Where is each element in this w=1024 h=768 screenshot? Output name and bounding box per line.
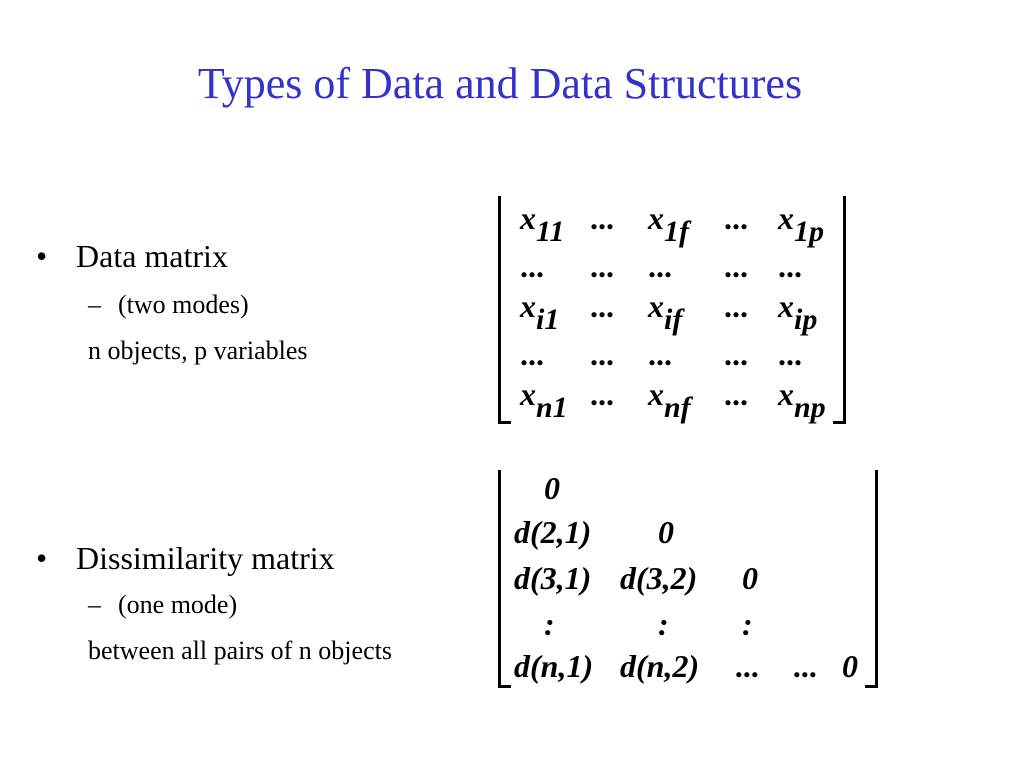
data-matrix-cell: ... <box>590 336 614 372</box>
bullet-label: Dissimilarity matrix <box>76 540 335 576</box>
data-matrix-cell: $x_{np}$ <box>778 376 826 424</box>
dissimilarity-matrix-cell: ... <box>736 648 760 684</box>
sub-label: (one mode) <box>118 590 238 619</box>
data-matrix-cell: ... <box>520 336 544 372</box>
data-matrix-cell: ... <box>590 376 614 412</box>
bullet-label: Data matrix <box>76 238 228 274</box>
dissimilarity-matrix-cell: d(n,1) <box>514 648 594 684</box>
dissimilarity-matrix-cell: : <box>742 606 753 642</box>
sub-label: (two modes) <box>118 290 249 319</box>
right-bracket <box>833 196 846 424</box>
dissimilarity-matrix-cell: 0 <box>658 514 674 550</box>
note-all-pairs: between all pairs of n objects <box>88 636 392 665</box>
dissimilarity-matrix-cell: d(2,1) <box>514 514 592 550</box>
dissimilarity-matrix-cell: : <box>544 606 555 642</box>
data-matrix <box>498 196 846 424</box>
data-matrix-cell: ... <box>724 200 748 236</box>
dissimilarity-matrix-cell: 0 <box>742 560 758 596</box>
data-matrix-cell: ... <box>648 336 672 372</box>
dissimilarity-matrix-cell: d(3,2) <box>620 560 698 596</box>
sub-bullet-one-mode <box>88 590 237 620</box>
data-matrix-cell: $x_{n1}$ <box>520 376 568 424</box>
dissimilarity-matrix-cell: d(3,1) <box>514 560 592 596</box>
slide-title: Types of Data and Data Structures <box>197 59 803 108</box>
data-matrix-cell: $x_{1p}$ <box>778 200 824 248</box>
left-bracket <box>498 196 511 424</box>
dissimilarity-matrix-cell: 0 <box>544 470 560 506</box>
data-matrix-cell: ... <box>724 248 748 284</box>
data-matrix-cell: $x_{nf}$ <box>648 376 691 424</box>
data-matrix-cell: ... <box>590 288 614 324</box>
sub-bullet-two-modes <box>88 290 249 320</box>
data-matrix-cell: $x_{11}$ <box>520 200 565 248</box>
sub-dash: – <box>88 590 101 619</box>
dissimilarity-matrix <box>498 470 878 688</box>
data-matrix-cell: $x_{1f}$ <box>648 200 689 248</box>
data-matrix-cell: $x_{ip}$ <box>778 288 818 336</box>
data-matrix-cell: ... <box>520 248 544 284</box>
data-matrix-cell: ... <box>590 248 614 284</box>
data-matrix-cell: ... <box>778 248 802 284</box>
data-matrix-cell: ... <box>590 200 614 236</box>
data-matrix-cell: ... <box>724 376 748 412</box>
data-matrix-cell: ... <box>648 248 672 284</box>
bullet-dissimilarity-matrix <box>36 540 335 577</box>
data-matrix-cell: $x_{i1}$ <box>520 288 560 336</box>
data-matrix-cell: ... <box>778 336 802 372</box>
note-objects-variables: n objects, p variables <box>88 336 308 365</box>
dissimilarity-matrix-cell: d(n,2) <box>620 648 700 684</box>
dissimilarity-matrix-cell: : <box>658 606 669 642</box>
data-matrix-cell: ... <box>724 336 748 372</box>
bullet-glyph: • <box>36 540 48 576</box>
left-bracket <box>498 470 511 688</box>
bullet-glyph: • <box>36 238 48 274</box>
right-bracket <box>865 470 878 688</box>
bullet-data-matrix <box>36 238 228 275</box>
dissimilarity-matrix-cell: ... <box>794 648 818 684</box>
data-matrix-cell: ... <box>724 288 748 324</box>
sub-dash: – <box>88 290 101 319</box>
data-matrix-cell: $x_{if}$ <box>648 288 683 336</box>
dissimilarity-matrix-cell: 0 <box>842 648 858 684</box>
